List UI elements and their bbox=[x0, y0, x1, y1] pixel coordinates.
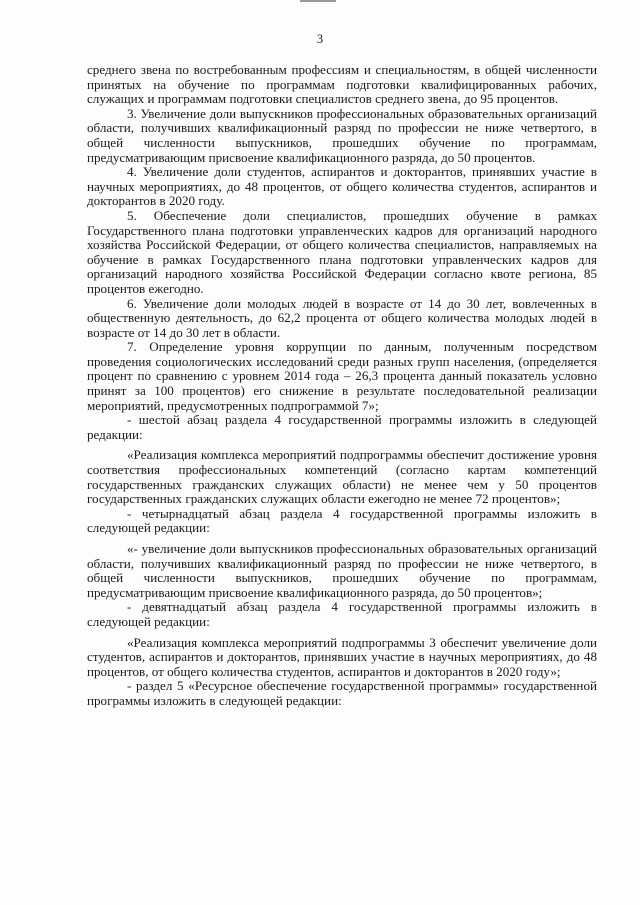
paragraph-amendment-fourteenth: - четырнадцатый абзац раздела 4 государственной программы изложить в следующей редакции: bbox=[87, 505, 597, 536]
scan-edge-mark bbox=[300, 0, 336, 2]
paragraph-item-5: 5. Обеспечение доли специалистов, прошедших обучение в рамках Государственного плана подготовки управленческих кадров для организаций народного хозяйства Российской Федерации, от общего количества специалистов, направляемых на обучение в рамках Государственного плана подготовки управленческих кадров для организаций народного хозяйства Российской Федерации согласно квоте региона, 85 процентов ежегодно. bbox=[87, 207, 597, 296]
paragraph-amendment-section-5: - раздел 5 «Ресурсное обеспечение государственной программы» государственной программы изложить в следующей редакции: bbox=[87, 678, 597, 708]
paragraph-item-3: 3. Увеличение доли выпускников профессиональных образовательных организаций области, получивших квалификационный разряд по профессии не ниже четвертого, в общей численности выпускников, прошедших обучение по программам, предусматривающим присвоение квалификационного разряда, до 50 процентов. bbox=[87, 105, 597, 165]
paragraph-item-7: 7. Определение уровня коррупции по данным, полученным посредством проведения социологических исследований среди разных групп населения, (определяется процент по сравнению с уровнем 2014 года – 26,3 процента данный показатель условно принят за 100 процентов) его снижение в результате последовательной реализации мероприятий, предусмотренных подпрограммой 7»; bbox=[87, 339, 597, 413]
paragraph-amendment-nineteenth: - девятнадцатый абзац раздела 4 государственной программы изложить в следующей редакции: bbox=[87, 599, 597, 629]
paragraph-continuation: среднего звена по востребованным профессиям и специальностям, в общей численности принятых на обучение по программам подготовки квалифицированных рабочих, служащих и программам подготовки специалистов среднего звена, до 95 процентов. bbox=[87, 62, 597, 107]
document-body bbox=[87, 63, 597, 709]
paragraph-quote-fourteenth: «- увеличение доли выпускников профессиональных образовательных организаций области, получивших квалификационный разряд по профессии не ниже четвертого, в общей численности выпускников, прошедших обучение по программам, предусматривающим присвоение квалификационного разряда, до 50 процентов»; bbox=[87, 541, 597, 600]
paragraph-quote-nineteenth: «Реализация комплекса мероприятий подпрограммы 3 обеспечит увеличение доли студентов, аспирантов и докторантов, принявших участие в научных мероприятиях, до 48 процентов, от общего количества студентов, аспирантов и докторантов в 2020 году»; bbox=[87, 634, 597, 679]
paragraph-amendment-sixth: - шестой абзац раздела 4 государственной программы изложить в следующей редакции: bbox=[87, 412, 597, 442]
paragraph-quote-sixth: «Реализация комплекса мероприятий подпрограммы обеспечит достижение уровня соответствия профессиональных компетенций (согласно картам компетенций государственных гражданских служащих области) не менее чем у 50 процентов государственных гражданских служащих области ежегодно не менее 72 процентов»; bbox=[87, 447, 597, 507]
page-number: 3 bbox=[316, 32, 324, 46]
paragraph-item-6: 6. Увеличение доли молодых людей в возрасте от 14 до 30 лет, вовлеченных в общественную деятельность, до 62,2 процента от общего количества молодых людей в возрасте от 14 до 30 лет в области. bbox=[87, 295, 597, 340]
paragraph-item-4: 4. Увеличение доли студентов, аспирантов и докторантов, принявших участие в научных мероприятиях, до 48 процентов, от общего количества студентов, аспирантов и докторантов в 2020 году. bbox=[87, 164, 597, 209]
